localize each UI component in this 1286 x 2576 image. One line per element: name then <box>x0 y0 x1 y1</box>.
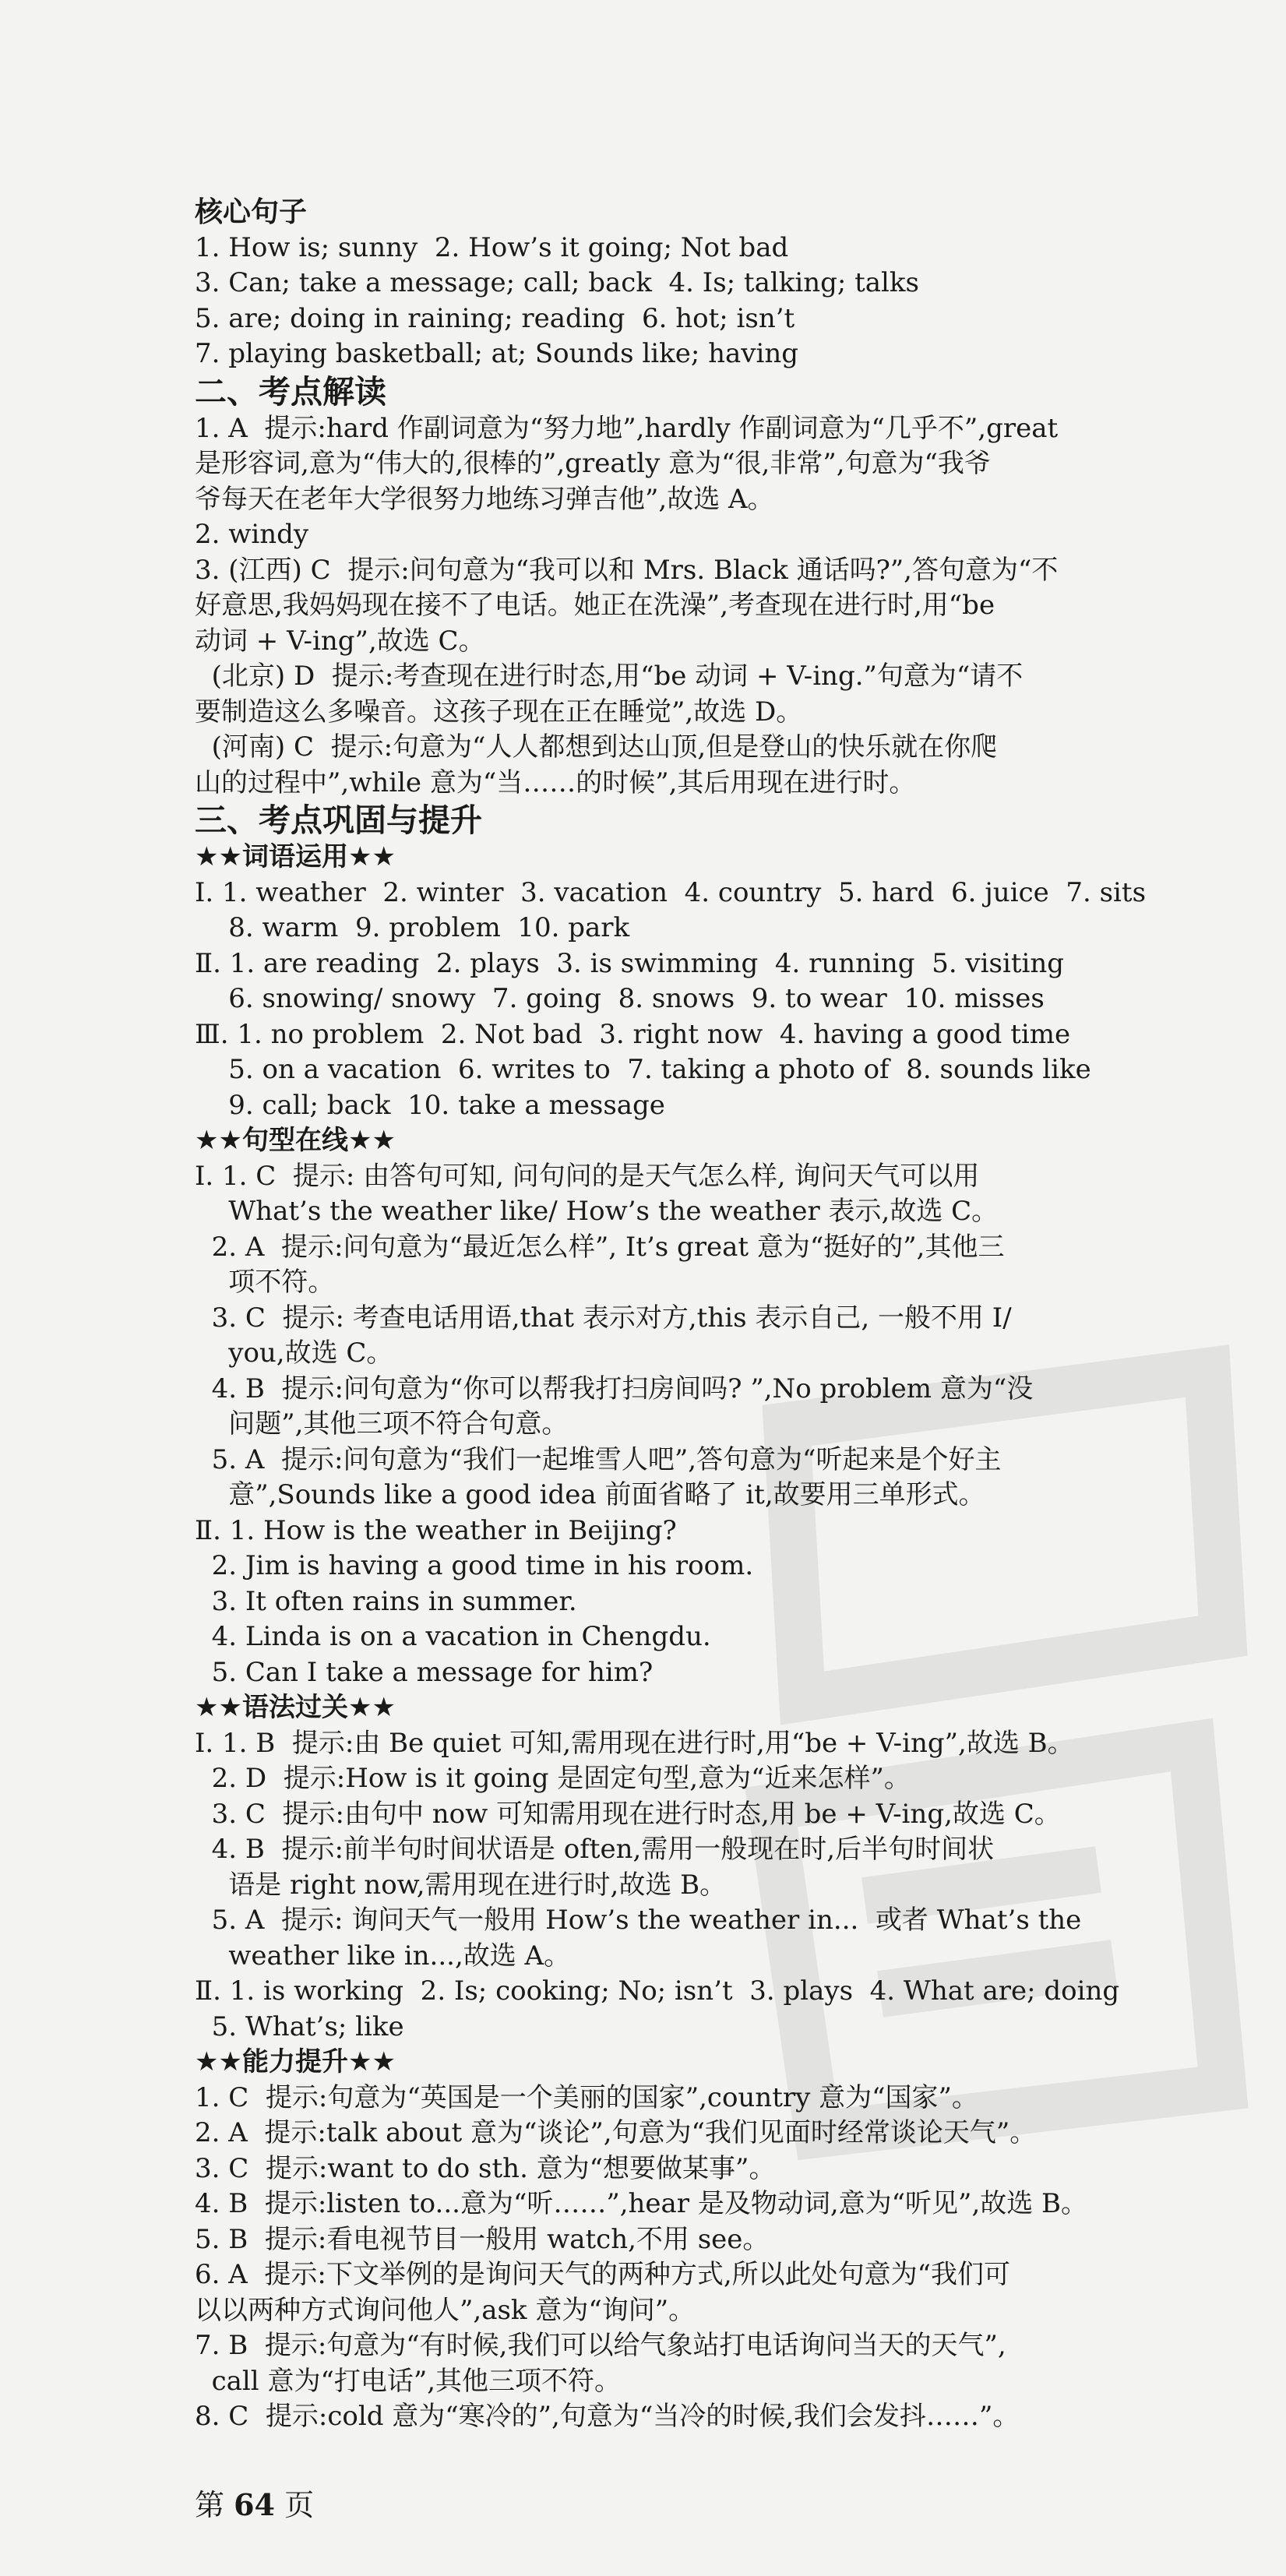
answer-line: 山的过程中”,while 意为“当……的时候”,其后用现在进行时。 <box>195 766 916 798</box>
answer-line: 项不符。 <box>195 1267 335 1298</box>
answer-line: 8. warm 9. problem 10. park <box>195 912 630 943</box>
answer-line: 5. are; doing in raining; reading 6. hot; isn’t <box>195 302 795 334</box>
answer-line: 2. D 提示:How is it going 是固定句型,意为“近来怎样”。 <box>195 1763 911 1794</box>
answer-line: call 意为“打电话”,其他三项不符。 <box>195 2365 622 2397</box>
answer-line: 3. (江西) C 提示:问句意为“我可以和 Mrs. Black 通话吗?”,答句意为“不 <box>195 554 1059 586</box>
answer-line: 1. A 提示:hard 作副词意为“努力地”,hardly 作副词意为“几乎不”,great <box>195 412 1059 444</box>
answer-line: 3. Can; take a message; call; back 4. Is; talking; talks <box>195 267 919 298</box>
answer-line: 动词 + V-ing”,故选 C。 <box>195 625 485 657</box>
answer-line: 3. C 提示: 考查电话用语,that 表示对方,this 表示自己, 一般不用 I/ <box>195 1302 1012 1334</box>
star-heading: ★★语法过关★★ <box>195 1692 396 1723</box>
answer-line: 5. Can I take a message for him? <box>195 1656 654 1688</box>
answer-line: 7. B 提示:句意为“有时候,我们可以给气象站打电话询问当天的天气”, <box>195 2330 1006 2361</box>
answer-line: 5. B 提示:看电视节目一般用 watch,不用 see。 <box>195 2223 770 2255</box>
answer-line: 2. A 提示:问句意为“最近怎么样”, It’s great 意为“挺好的”,其他三 <box>195 1231 1005 1263</box>
answer-line: Ⅲ. 1. no problem 2. Not bad 3. right now 4. having a good time <box>195 1018 1071 1050</box>
answer-line: 5. A 提示: 询问天气一般用 How’s the weather in... 或者 What’s the <box>195 1905 1082 1936</box>
answer-content <box>195 195 1231 2435</box>
answer-line: 2. windy <box>195 519 309 550</box>
answer-line: 6. snowing/ snowy 7. going 8. snows 9. to wear 10. misses <box>195 983 1045 1014</box>
answer-line: you,故选 C。 <box>195 1337 393 1369</box>
subsection-heading: 核心句子 <box>195 196 308 228</box>
page-number <box>195 2481 314 2524</box>
answer-line: Ⅰ. 1. C 提示: 由答句可知, 问句问的是天气怎么样, 询问天气可以用 <box>195 1160 980 1192</box>
answer-line: 7. playing basketball; at; Sounds like; having <box>195 338 799 369</box>
star-heading: ★★句型在线★★ <box>195 1125 396 1156</box>
answer-line: 3. C 提示:want to do sth. 意为“想要做某事”。 <box>195 2152 776 2184</box>
answer-line: 4. B 提示:问句意为“你可以帮我打扫房间吗? ”,No problem 意为“没 <box>195 1373 1034 1404</box>
answer-line: Ⅰ. 1. B 提示:由 Be quiet 可知,需用现在进行时,用“be + V-ing”,故选 B。 <box>195 1727 1074 1759</box>
answer-line: 以以两种方式询问他人”,ask 意为“询问”。 <box>195 2294 696 2326</box>
answer-line: 9. call; back 10. take a message <box>195 1089 665 1121</box>
answer-line: 4. Linda is on a vacation in Chengdu. <box>195 1621 711 1652</box>
answer-line: weather like in...,故选 A。 <box>195 1940 571 1972</box>
answer-line: 好意思,我妈妈现在接不了电话。她正在洗澡”,考查现在进行时,用“be <box>195 590 995 621</box>
answer-line: 意”,Sounds like a good idea 前面省略了 it,故要用三单形式。 <box>195 1479 985 1510</box>
answer-line: 2. A 提示:talk about 意为“谈论”,句意为“我们见面时经常谈论天气”。 <box>195 2117 1037 2148</box>
answer-line: 问题”,其他三项不符合句意。 <box>195 1408 569 1440</box>
answer-line: What’s the weather like/ How’s the weather 表示,故选 C。 <box>195 1196 999 1227</box>
answer-line: 1. C 提示:句意为“英国是一个美丽的国家”,country 意为“国家”。 <box>195 2081 978 2113</box>
answer-line: (北京) D 提示:考查现在进行时态,用“be 动词 + V-ing.”句意为“请不 <box>195 661 1024 692</box>
page-suffix: 页 <box>284 2488 315 2522</box>
answer-line: 5. What’s; like <box>195 2010 404 2042</box>
answer-line: 6. A 提示:下文举例的是询问天气的两种方式,所以此处句意为“我们可 <box>195 2259 1011 2290</box>
answer-line: 5. A 提示:问句意为“我们一起堆雪人吧”,答句意为“听起来是个好主 <box>195 1443 1002 1475</box>
answer-line: 3. C 提示:由句中 now 可知需用现在进行时态,用 be + V-ing,故选 C。 <box>195 1798 1061 1830</box>
section-heading: 二、考点解读 <box>195 372 386 411</box>
answer-line: 5. on a vacation 6. writes to 7. taking a photo of 8. sounds like <box>195 1054 1091 1085</box>
answer-line: 3. It often rains in summer. <box>195 1585 577 1617</box>
answer-line: (河南) C 提示:句意为“人人都想到达山顶,但是登山的快乐就在你爬 <box>195 731 998 763</box>
answer-line: 8. C 提示:cold 意为“寒冷的”,句意为“当冷的时候,我们会发抖……”。 <box>195 2401 1020 2432</box>
answer-line: Ⅱ. 1. is working 2. Is; cooking; No; isn’t 3. plays 4. What are; doing <box>195 1975 1120 2007</box>
answer-line: 爷每天在老年大学很努力地练习弹吉他”,故选 A。 <box>195 483 774 515</box>
answer-line: 4. B 提示:前半句时间状语是 often,需用一般现在时,后半句时间状 <box>195 1834 995 1865</box>
page-number-value: 64 <box>234 2487 275 2522</box>
star-heading: ★★词语运用★★ <box>195 841 396 872</box>
answer-line: Ⅰ. 1. weather 2. winter 3. vacation 4. country 5. hard 6. juice 7. sits <box>195 876 1147 908</box>
section-heading: 三、考点巩固与提升 <box>195 802 482 839</box>
answer-line: 要制造这么多噪音。这孩子现在正在睡觉”,故选 D。 <box>195 696 803 728</box>
answer-line: 语是 right now,需用现在进行时,故选 B。 <box>195 1869 727 1901</box>
answer-line: 是形容词,意为“伟大的,很棒的”,greatly 意为“很,非常”,句意为“我爷 <box>195 448 991 479</box>
star-heading: ★★能力提升★★ <box>195 2046 396 2077</box>
answer-line: Ⅱ. 1. are reading 2. plays 3. is swimming 4. running 5. visiting <box>195 947 1065 979</box>
answer-line: 4. B 提示:listen to...意为“听……”,hear 是及物动词,意为“听见”,故选 B。 <box>195 2188 1088 2219</box>
page-prefix: 第 <box>195 2488 225 2522</box>
answer-line: 2. Jim is having a good time in his room. <box>195 1550 754 1581</box>
answer-line: 1. How is; sunny 2. How’s it going; Not bad <box>195 231 789 263</box>
answer-line: Ⅱ. 1. How is the weather in Beijing? <box>195 1514 677 1546</box>
